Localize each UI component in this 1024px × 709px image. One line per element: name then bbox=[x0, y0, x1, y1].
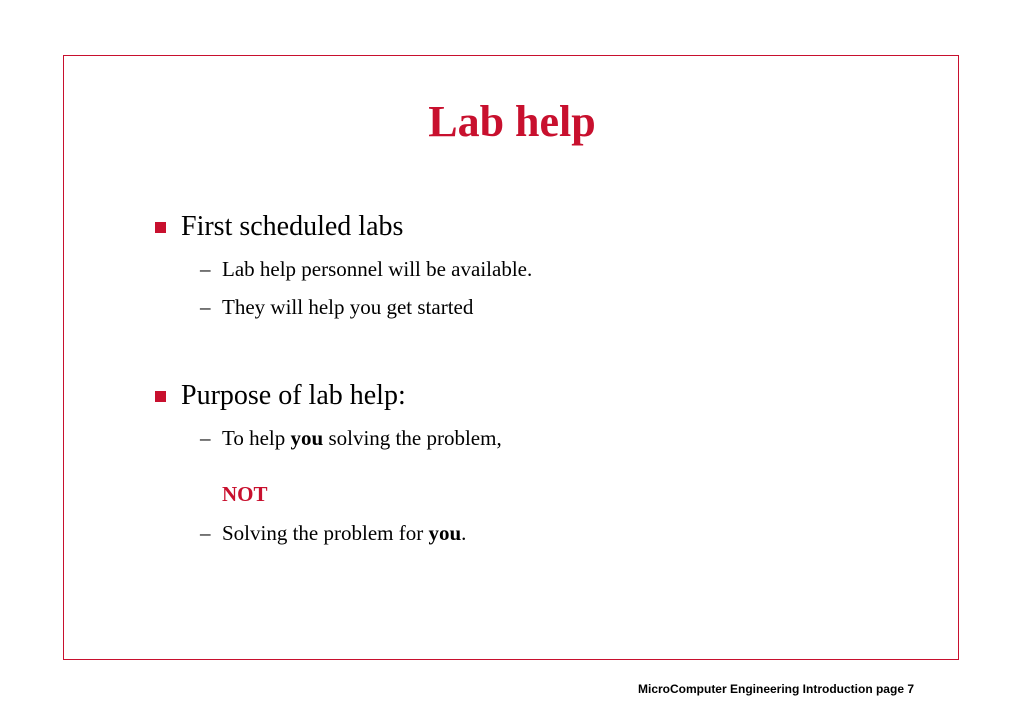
slide-title: Lab help bbox=[428, 97, 596, 146]
square-bullet-icon bbox=[155, 222, 166, 233]
dash-marker: – bbox=[200, 295, 211, 319]
dash-marker: – bbox=[200, 257, 211, 281]
sub-item-emphasis: you bbox=[428, 521, 462, 545]
sub-item-personnel bbox=[200, 255, 532, 283]
sub-item-text-before: Solving the problem for bbox=[222, 521, 429, 545]
square-bullet-icon bbox=[155, 391, 166, 402]
sub-item-solving-for-you bbox=[200, 519, 466, 547]
bullet-purpose-of-lab-help bbox=[155, 379, 406, 413]
sub-item-emphasis: you bbox=[290, 426, 324, 450]
sub-item-text: Lab help personnel will be available. bbox=[222, 257, 533, 281]
not-emphasis: NOT bbox=[222, 482, 268, 506]
bullet-text: First scheduled labs bbox=[181, 211, 404, 242]
bullet-text: Purpose of lab help: bbox=[181, 380, 406, 411]
sub-item-to-help-you bbox=[200, 424, 502, 452]
dash-marker: – bbox=[200, 521, 211, 545]
sub-item-text: They will help you get started bbox=[222, 295, 474, 319]
sub-item-get-started bbox=[200, 293, 473, 321]
bullet-first-scheduled-labs bbox=[155, 210, 403, 244]
sub-item-text-after: solving the problem, bbox=[323, 426, 502, 450]
sub-item-text-before: To help bbox=[222, 426, 291, 450]
sub-item-text-after: . bbox=[461, 521, 467, 545]
slide-footer: MicroComputer Engineering Introduction page 7 bbox=[637, 682, 914, 696]
dash-marker: – bbox=[200, 426, 211, 450]
